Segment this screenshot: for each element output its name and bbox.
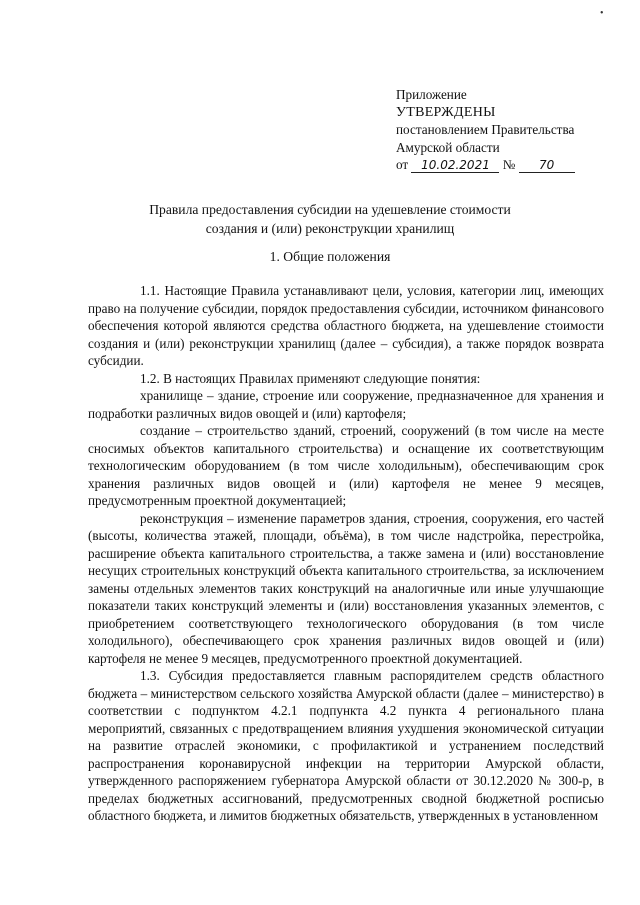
date-number-line xyxy=(396,156,626,174)
paragraph-definition-storage: хранилище – здание, строение или сооружение, предназначенное для хранения и подработки различных видов овощей и (или) картофеля; xyxy=(88,388,604,421)
section-heading: 1. Общие положения xyxy=(269,249,391,264)
title-line-2: создания и (или) реконструкции хранилищ xyxy=(205,221,455,236)
approved-by-line-1: постановлением Правительства xyxy=(396,122,575,137)
decree-date: 10.02.2021 xyxy=(411,158,499,173)
appendix-label: Приложение xyxy=(396,87,467,102)
paragraph-1-3: 1.3. Субсидия предоставляется главным распорядителем средств областного бюджета – министерством сельского хозяйства Амурской области (далее – министерство) в соответствии с подпунктом 4.2.1 подпункта 4.2 пункта 4 регионального плана мероприятий, связанных с предотвращением влияния ухудшения экономической ситуации на развитие отраслей экономики, с профилактикой и устранением последствий распространения коронавирусной инфекции на территории Амурской области, утвержденного распоряжением губернатора Амурской области от 30.12.2020 № 300-р, в пределах бюджетных ассигнований, предусмотренных сводной бюджетной росписью областного бюджета, и лимитов бюджетных обязательств, утвержденных в установленном xyxy=(88,668,604,823)
paragraph-1-2: 1.2. В настоящих Правилах применяют следующие понятия: xyxy=(140,370,481,386)
approval-block xyxy=(396,86,626,174)
title-line-1: Правила предоставления субсидии на удешевление стоимости xyxy=(149,202,511,217)
approved-label: УТВЕРЖДЕНЫ xyxy=(396,104,496,120)
decree-number: 70 xyxy=(519,158,575,173)
approved-by-line-2: Амурской области xyxy=(396,139,500,155)
paragraph-definition-creation: создание – строительство зданий, строений, сооружений (в том числе на месте сносимых объектов капитального строительства) и оснащение их соответствующим технологическим оборудованием (в том числе холодильным), обеспечивающим срок хранения различных видов овощей и (или) картофеля не менее 9 месяцев, предусмотренным проектной документацией; xyxy=(88,423,604,508)
document-body xyxy=(88,282,604,825)
scan-dot: • xyxy=(600,8,604,19)
number-sign: № xyxy=(502,157,516,172)
paragraph-definition-reconstruction: реконструкция – изменение параметров здания, строения, сооружения, его частей (высоты, количества этажей, площади, объёма), в том числе надстройка, перестройка, расширение объекта капитального строительства, а также замена и (или) восстановление несущих строительных конструкций объекта капитального строительства, за исключением замены отдельных элементов таких конструкций на аналогичные или иные улучшающие показатели таких конструкций элементы и (или) восстановления указанных элементов, с приобретением соответствующего технологического оборудования (в том числе холодильного), обеспечивающего срок хранения различных видов овощей и (или) картофеля не менее 9 месяцев, предусмотренного проектной документацией. xyxy=(88,510,604,666)
paragraph-1-1: 1.1. Настоящие Правила устанавливают цели, условия, категории лиц, имеющих право на получение субсидии, порядок предоставления субсидии, источником финансового обеспечения которой являются средства областного бюджета, на удешевление стоимости создания и (или) реконструкции хранилищ (далее – субсидия), а также порядок возврата субсидии. xyxy=(88,283,604,368)
document-title xyxy=(60,200,600,238)
from-label: от xyxy=(396,157,409,172)
